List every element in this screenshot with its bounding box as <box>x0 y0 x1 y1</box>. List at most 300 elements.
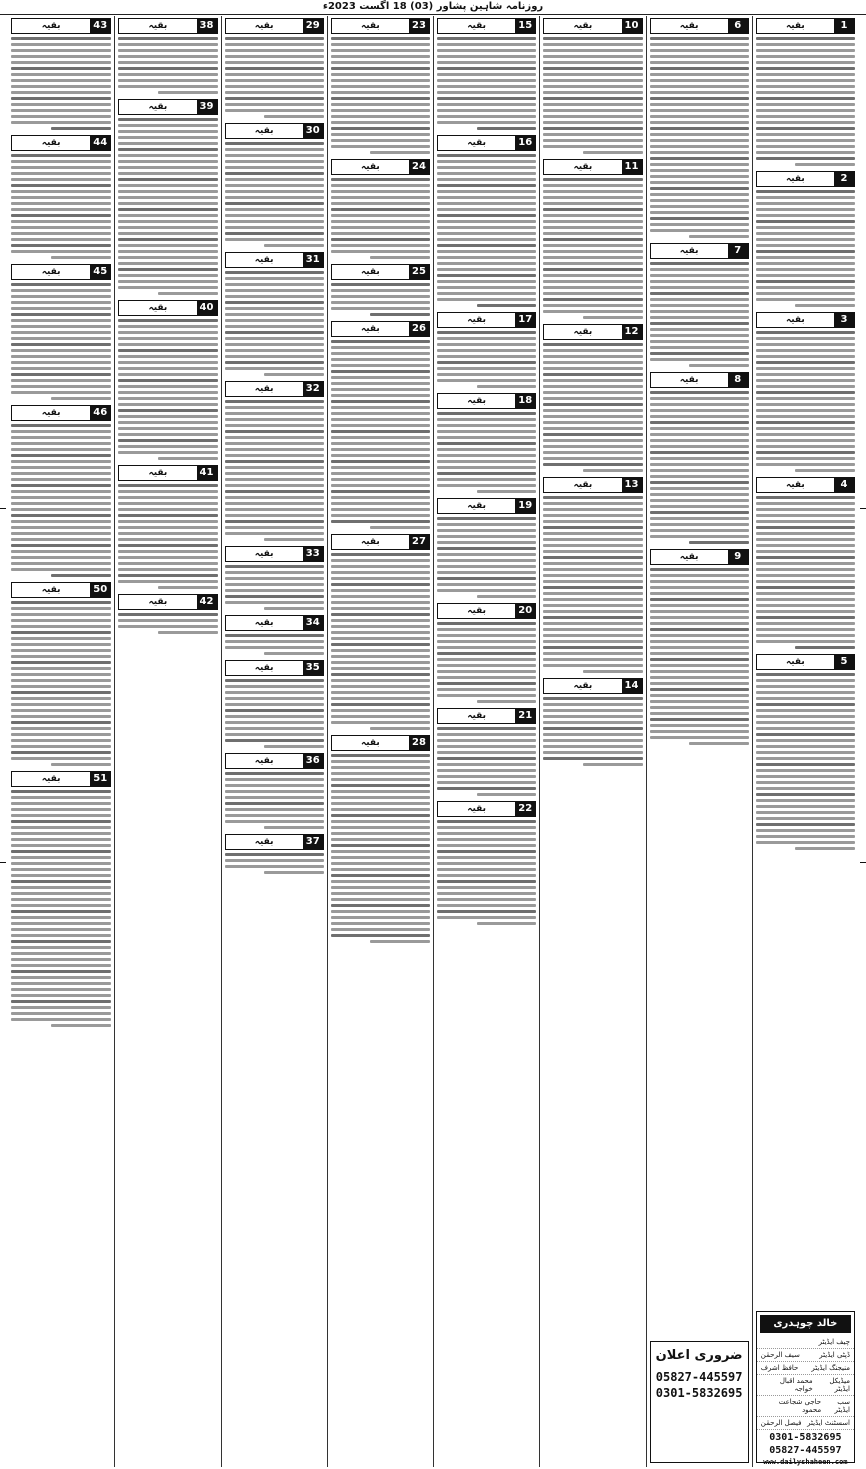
text-line <box>650 298 749 301</box>
masthead-box <box>756 1311 855 1466</box>
text-line <box>437 478 536 481</box>
text-line <box>118 244 217 247</box>
text-line <box>331 631 430 634</box>
text-line <box>11 442 111 445</box>
text-line <box>331 109 430 112</box>
text-line <box>11 337 111 340</box>
text-line <box>756 691 855 694</box>
text-line <box>11 538 111 541</box>
story-tag <box>225 381 324 397</box>
continued-story <box>331 534 430 731</box>
story-label: بقیہ <box>254 21 274 31</box>
text-line <box>756 433 855 436</box>
text-line <box>11 802 111 805</box>
text-line <box>437 37 536 40</box>
text-line <box>118 433 217 436</box>
text-line <box>225 325 324 328</box>
text-line <box>225 271 324 274</box>
text-line <box>543 538 642 541</box>
story-label: بقیہ <box>467 138 487 148</box>
text-line <box>795 847 855 850</box>
text-line <box>756 190 855 193</box>
text-line <box>11 103 111 106</box>
text-line <box>118 544 217 547</box>
text-line <box>118 451 217 454</box>
text-line <box>331 565 430 568</box>
text-line <box>543 433 642 436</box>
text-line <box>225 808 324 811</box>
text-line <box>11 184 111 187</box>
text-line <box>11 1006 111 1009</box>
text-line <box>543 121 642 124</box>
text-line <box>543 391 642 394</box>
story-number: 27 <box>409 535 429 549</box>
story-number: 39 <box>197 100 217 114</box>
text-line <box>543 202 642 205</box>
text-line <box>331 832 430 835</box>
text-line <box>331 382 430 385</box>
text-line <box>118 43 217 46</box>
text-line <box>650 658 749 661</box>
text-line <box>756 727 855 730</box>
text-line <box>437 775 536 778</box>
text-line <box>650 67 749 70</box>
text-line <box>11 868 111 871</box>
text-line <box>11 727 111 730</box>
text-line <box>437 460 536 463</box>
text-line <box>437 910 536 913</box>
text-line <box>11 757 111 760</box>
story-body <box>225 564 324 611</box>
text-line <box>437 868 536 871</box>
text-line <box>370 727 430 730</box>
text-line <box>331 79 430 82</box>
text-line <box>118 385 217 388</box>
text-line <box>225 796 324 799</box>
story-body <box>543 495 642 674</box>
text-line <box>650 445 749 448</box>
text-line <box>756 238 855 241</box>
text-line <box>650 694 749 697</box>
text-line <box>225 313 324 316</box>
story-body <box>543 342 642 473</box>
text-line <box>437 535 536 538</box>
text-line <box>543 298 642 301</box>
text-line <box>650 262 749 265</box>
text-line <box>543 652 642 655</box>
text-line <box>650 427 749 430</box>
text-line <box>650 523 749 526</box>
masthead-role: میڈیکل ایڈیٹر <box>829 1377 850 1393</box>
text-line <box>225 232 324 235</box>
text-line <box>756 457 855 460</box>
text-line <box>756 349 855 352</box>
text-line <box>756 127 855 130</box>
text-line <box>437 55 536 58</box>
story-label: بقیہ <box>148 468 168 478</box>
text-line <box>437 244 536 247</box>
story-body <box>11 36 111 131</box>
text-line <box>543 226 642 229</box>
story-number: 19 <box>515 499 535 513</box>
text-line <box>225 172 324 175</box>
notice-phone: 05827-445597 <box>655 1370 743 1384</box>
story-number: 38 <box>197 19 217 33</box>
text-line <box>118 427 217 430</box>
text-line <box>225 283 324 286</box>
text-line <box>331 820 430 823</box>
text-line <box>225 490 324 493</box>
text-line <box>543 403 642 406</box>
story-tag <box>331 321 430 337</box>
story-tag <box>11 405 111 421</box>
text-line <box>225 289 324 292</box>
text-line <box>650 652 749 655</box>
text-line <box>11 607 111 610</box>
story-tag <box>437 393 536 409</box>
text-line <box>756 835 855 838</box>
text-line <box>756 532 855 535</box>
masthead-role: منیجنگ ایڈیٹر <box>811 1364 850 1372</box>
text-line <box>543 373 642 376</box>
text-line <box>437 670 536 673</box>
story-body <box>225 852 324 875</box>
text-line <box>650 688 749 691</box>
story-tag <box>437 708 536 724</box>
text-line <box>756 361 855 364</box>
text-line <box>650 574 749 577</box>
text-line <box>437 904 536 907</box>
text-line <box>437 115 536 118</box>
text-line <box>118 226 217 229</box>
text-line <box>543 43 642 46</box>
text-line <box>331 376 430 379</box>
text-line <box>225 184 324 187</box>
text-line <box>756 520 855 523</box>
text-line <box>118 37 217 40</box>
text-line <box>331 790 430 793</box>
text-line <box>331 571 430 574</box>
story-tag <box>543 678 642 694</box>
text-line <box>756 202 855 205</box>
text-line <box>11 436 111 439</box>
text-line <box>583 469 643 472</box>
notice-box <box>650 1341 749 1463</box>
text-line <box>650 169 749 172</box>
text-line <box>11 355 111 358</box>
text-line <box>650 127 749 130</box>
text-line <box>331 358 430 361</box>
text-line <box>11 832 111 835</box>
text-line <box>118 379 217 382</box>
text-line <box>11 673 111 676</box>
story-body <box>756 672 855 851</box>
text-line <box>225 226 324 229</box>
story-number: 34 <box>303 616 323 630</box>
story-number: 3 <box>834 313 854 327</box>
text-line <box>11 667 111 670</box>
text-line <box>225 484 324 487</box>
text-line <box>331 484 430 487</box>
text-line <box>11 391 111 394</box>
text-line <box>437 208 536 211</box>
text-line <box>225 727 324 730</box>
story-body <box>118 117 217 296</box>
story-body <box>118 318 217 461</box>
story-label: بقیہ <box>467 21 487 31</box>
text-line <box>437 214 536 217</box>
text-line <box>118 178 217 181</box>
text-line <box>118 61 217 64</box>
text-line <box>11 367 111 370</box>
text-line <box>650 133 749 136</box>
text-line <box>437 436 536 439</box>
text-line <box>543 343 642 346</box>
text-line <box>118 208 217 211</box>
story-label: بقیہ <box>254 756 274 766</box>
text-line <box>543 262 642 265</box>
text-line <box>477 793 537 796</box>
text-line <box>11 154 111 157</box>
text-line <box>118 526 217 529</box>
text-line <box>756 415 855 418</box>
text-line <box>225 343 324 346</box>
text-line <box>11 343 111 346</box>
text-line <box>650 535 749 538</box>
text-line <box>331 139 430 142</box>
text-line <box>756 121 855 124</box>
text-line <box>650 718 749 721</box>
text-line <box>756 697 855 700</box>
masthead-phone: 0301-5832695 <box>769 1432 842 1443</box>
masthead-row <box>757 1417 854 1430</box>
text-line <box>11 508 111 511</box>
text-line <box>756 292 855 295</box>
text-line <box>331 283 430 286</box>
text-line <box>11 331 111 334</box>
story-label: بقیہ <box>467 315 487 325</box>
text-line <box>11 934 111 937</box>
text-line <box>11 361 111 364</box>
text-line <box>756 769 855 772</box>
text-line <box>437 646 536 649</box>
text-line <box>118 556 217 559</box>
text-line <box>543 445 642 448</box>
text-line <box>437 547 536 550</box>
text-line <box>543 214 642 217</box>
text-line <box>11 568 111 571</box>
story-body <box>118 612 217 635</box>
story-tag <box>225 753 324 769</box>
text-line <box>437 430 536 433</box>
text-line <box>650 229 749 232</box>
text-line <box>756 817 855 820</box>
text-line <box>225 454 324 457</box>
text-line <box>437 844 536 847</box>
text-line <box>543 439 642 442</box>
text-line <box>795 646 855 649</box>
text-line <box>650 592 749 595</box>
text-line <box>331 307 430 310</box>
text-line <box>118 256 217 259</box>
text-line <box>437 751 536 754</box>
story-number: 25 <box>409 265 429 279</box>
text-line <box>11 91 111 94</box>
text-line <box>11 373 111 376</box>
story-label: بقیہ <box>41 774 61 784</box>
continued-story <box>437 603 536 704</box>
story-body <box>437 726 536 797</box>
text-line <box>756 133 855 136</box>
text-line <box>543 97 642 100</box>
text-line <box>11 202 111 205</box>
text-line <box>11 601 111 604</box>
text-line <box>650 670 749 673</box>
text-line <box>650 505 749 508</box>
text-line <box>225 142 324 145</box>
text-line <box>225 85 324 88</box>
text-line <box>118 325 217 328</box>
text-line <box>756 268 855 271</box>
text-line <box>437 232 536 235</box>
story-tag <box>11 771 111 787</box>
text-line <box>264 826 324 829</box>
text-line <box>264 373 324 376</box>
story-body <box>437 153 536 308</box>
text-line <box>331 856 430 859</box>
text-line <box>118 532 217 535</box>
text-line <box>11 79 111 82</box>
continued-story <box>437 135 536 308</box>
text-line <box>543 79 642 82</box>
masthead-role: ڈپٹی ایڈیٹر <box>819 1351 850 1359</box>
text-line <box>583 763 643 766</box>
story-tag <box>331 264 430 280</box>
story-label: بقیہ <box>785 315 805 325</box>
story-tag <box>225 834 324 850</box>
story-body <box>225 141 324 248</box>
story-tag <box>11 135 111 151</box>
text-line <box>543 286 642 289</box>
text-line <box>756 715 855 718</box>
text-line <box>756 274 855 277</box>
text-line <box>543 622 642 625</box>
text-line <box>437 238 536 241</box>
continued-story <box>118 300 217 461</box>
text-line <box>650 139 749 142</box>
text-line <box>650 97 749 100</box>
text-line <box>543 133 642 136</box>
text-line <box>650 451 749 454</box>
text-line <box>331 295 430 298</box>
text-line <box>11 886 111 889</box>
text-line <box>650 439 749 442</box>
text-line <box>11 1012 111 1015</box>
story-body <box>11 600 111 767</box>
story-number: 33 <box>303 547 323 561</box>
text-line <box>437 652 536 655</box>
column-3 <box>539 16 645 1467</box>
text-line <box>756 739 855 742</box>
text-line <box>331 55 430 58</box>
column-5 <box>327 16 433 1467</box>
text-line <box>650 115 749 118</box>
text-line <box>225 166 324 169</box>
text-line <box>331 796 430 799</box>
text-line <box>437 658 536 661</box>
text-line <box>543 67 642 70</box>
continued-story <box>650 243 749 368</box>
text-line <box>11 313 111 316</box>
text-line <box>225 37 324 40</box>
text-line <box>11 820 111 823</box>
text-line <box>370 151 430 154</box>
story-tag <box>756 477 855 493</box>
text-line <box>650 568 749 571</box>
text-line <box>225 565 324 568</box>
story-number: 31 <box>303 253 323 267</box>
text-line <box>650 736 749 739</box>
columns-container <box>8 16 858 1467</box>
text-line <box>756 763 855 766</box>
text-line <box>11 649 111 652</box>
text-line <box>756 337 855 340</box>
text-line <box>11 613 111 616</box>
column-1 <box>752 16 858 1467</box>
text-line <box>437 727 536 730</box>
text-line <box>331 850 430 853</box>
story-body <box>650 36 749 239</box>
text-line <box>331 508 430 511</box>
text-line <box>437 274 536 277</box>
text-line <box>437 298 536 301</box>
story-label: بقیہ <box>360 162 380 172</box>
story-number: 2 <box>834 172 854 186</box>
text-line <box>264 607 324 610</box>
text-line <box>11 220 111 223</box>
text-line <box>756 574 855 577</box>
text-line <box>756 679 855 682</box>
text-line <box>756 580 855 583</box>
text-line <box>11 838 111 841</box>
text-line <box>437 484 536 487</box>
text-line <box>543 721 642 724</box>
text-line <box>118 625 217 628</box>
text-line <box>543 550 642 553</box>
text-line <box>370 526 430 529</box>
text-line <box>225 472 324 475</box>
text-line <box>756 685 855 688</box>
fold-mark <box>0 508 6 509</box>
text-line <box>650 598 749 601</box>
text-line <box>331 685 430 688</box>
text-line <box>543 508 642 511</box>
continued-story <box>756 312 855 473</box>
continued-story <box>331 321 430 530</box>
masthead-row <box>757 1396 854 1417</box>
story-body <box>756 330 855 473</box>
text-line <box>756 592 855 595</box>
text-line <box>543 184 642 187</box>
text-line <box>118 286 217 289</box>
text-line <box>437 154 536 157</box>
text-line <box>225 502 324 505</box>
text-line <box>118 250 217 253</box>
column-8 <box>8 16 114 1467</box>
text-line <box>543 85 642 88</box>
text-line <box>11 484 111 487</box>
text-line <box>477 700 537 703</box>
